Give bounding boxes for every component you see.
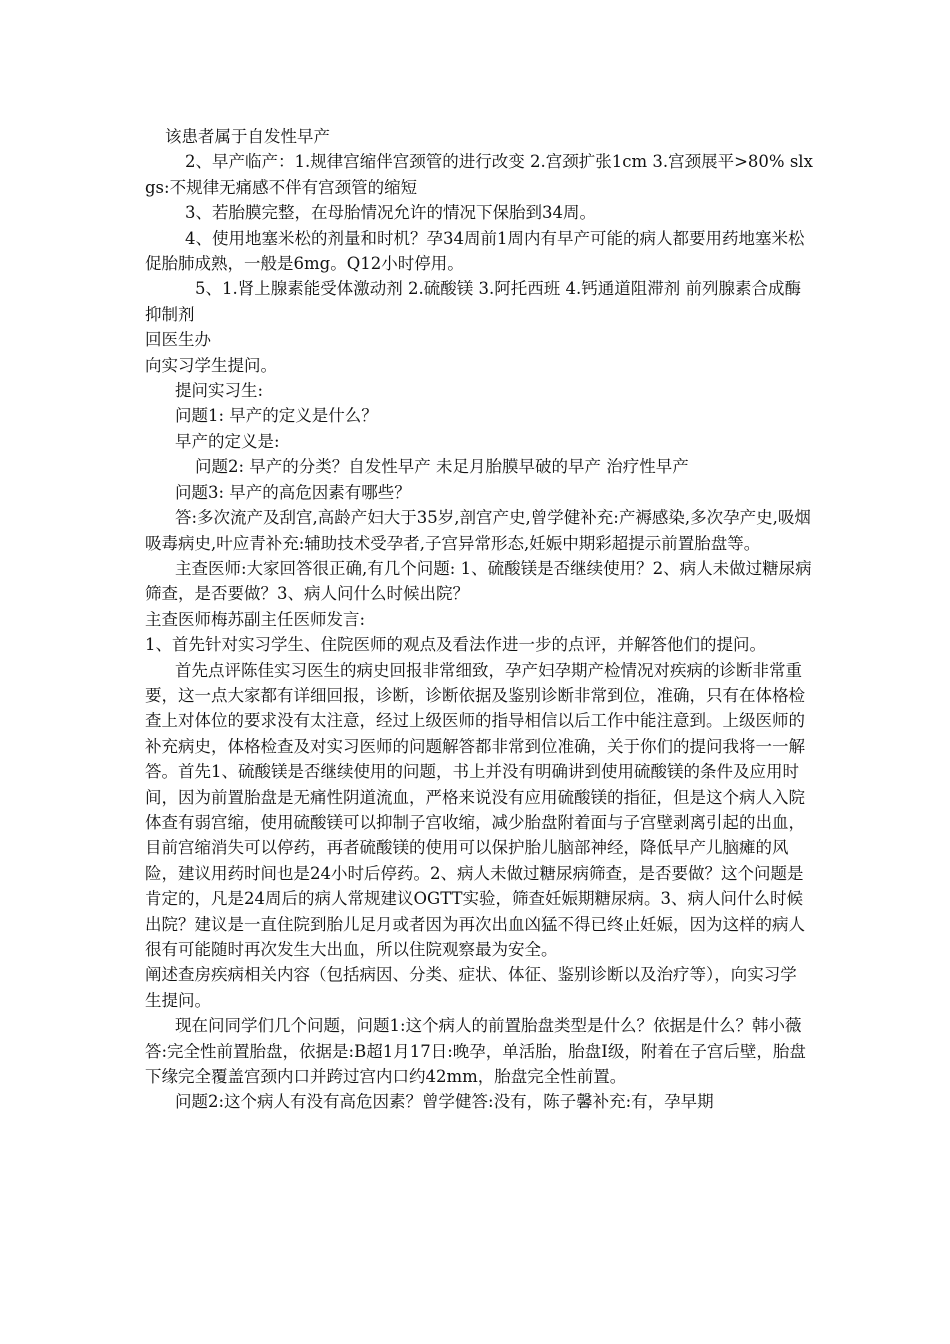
paragraph: 向实习学生提问。 <box>145 355 277 375</box>
paragraph: 答:多次流产及刮宫,高龄产妇大于35岁,剖宫产史,曾学健补充:产褥感染,多次孕产史,吸烟吸毒病史,叶应青补充:辅助技术受孕者,子宫异常形态,妊娠中期彩超提示前置胎盘等。 <box>145 508 811 553</box>
paragraph: 问题2:这个病人有没有高危因素？曾学健答:没有，陈子馨补充:有，孕早期 <box>175 1092 714 1112</box>
paragraph: 回医生办 <box>145 330 211 350</box>
paragraph: 阐述查房疾病相关内容（包括病因、分类、症状、体征、鉴别诊断以及治疗等），向实习学生提问。 <box>145 965 797 1010</box>
paragraph: 3、若胎膜完整，在母胎情况允许的情况下保胎到34周。 <box>185 203 596 223</box>
paragraph: 主查医师梅苏副主任医师发言: <box>145 609 366 629</box>
document-body <box>145 124 813 1115</box>
paragraph: 提问实习生: <box>175 381 264 401</box>
paragraph: 现在问同学们几个问题，问题1:这个病人的前置胎盘类型是什么？依据是什么？韩小薇答:完全性前置胎盘，依据是:B超1月17日:晚孕，单活胎，胎盘Ⅰ级，附着在子宫后壁，胎盘下缘完全覆盖宫颈内口并跨过宫内口约42mm，胎盘完全性前置。 <box>145 1016 806 1087</box>
paragraph: 早产的定义是: <box>175 431 280 451</box>
paragraph: 问题3: 早产的高危因素有哪些？ <box>175 482 411 502</box>
paragraph: 5、1.肾上腺素能受体激动剂 2.硫酸镁 3.阿托西班 4.钙通道阻滞剂 前列腺素合成酶抑制剂 <box>145 279 801 324</box>
paragraph: 1、首先针对实习学生、住院医师的观点及看法作进一步的点评，并解答他们的提问。 <box>145 635 766 655</box>
paragraph: 问题1: 早产的定义是什么？ <box>175 406 378 426</box>
paragraph: 2、早产临产：1.规律宫缩伴宫颈管的进行改变 2.宫颈扩张1cm 3.宫颈展平>80% slxgs:不规律无痛感不伴有宫颈管的缩短 <box>145 152 813 197</box>
paragraph: 该患者属于自发性早产 <box>165 127 330 146</box>
paragraph: 4、使用地塞米松的剂量和时机？孕34周前1周内有早产可能的病人都要用药地塞米松促胎肺成熟，一般是6mg。Q12小时停用。 <box>145 228 805 274</box>
paragraph: 首先点评陈佳实习医生的病史回报非常细致，孕产妇孕期产检情况对疾病的诊断非常重要，这一点大家都有详细回报，诊断，诊断依据及鉴别诊断非常到位，准确，只有在体格检查上对体位的要求没有太注意，经过上级医师的指导相信以后工作中能注意到。上级医师的补充病史，体格检查及对实习医师的问题解答都非常到位准确，关于你们的提问我将一一解答。首先1、硫酸镁是否继续使用的问题，书上并没有明确讲到使用硫酸镁的条件及应用时间，因为前置胎盘是无痛性阴道流血，严格来说没有应用硫酸镁的指征，但是这个病人入院体查有弱宫缩，使用硫酸镁可以抑制子宫收缩，减少胎盘附着面与子宫壁剥离引起的出血，目前宫缩消失可以停药，再者硫酸镁的使用可以保护胎儿脑部神经，降低早产儿脑瘫的风险，建议用药时间也是24小时后停药。2、病人未做过糖尿病筛查，是否要做？这个问题是肯定的，凡是24周后的病人常规建议OGTT实验，筛查妊娠期糖尿病。3、病人问什么时候出院？建议是一直住院到胎儿足月或者因为再次出血凶猛不得已终止妊娠，因为这样的病人很有可能随时再次发生大出血，所以住院观察最为安全。 <box>145 660 805 959</box>
paragraph: 问题2: 早产的分类？自发性早产 未足月胎膜早破的早产 治疗性早产 <box>195 457 689 477</box>
paragraph: 主查医师:大家回答很正确,有几个问题: 1、硫酸镁是否继续使用？2、病人未做过糖尿病筛查，是否要做？3、病人问什么时候出院？ <box>145 558 812 604</box>
